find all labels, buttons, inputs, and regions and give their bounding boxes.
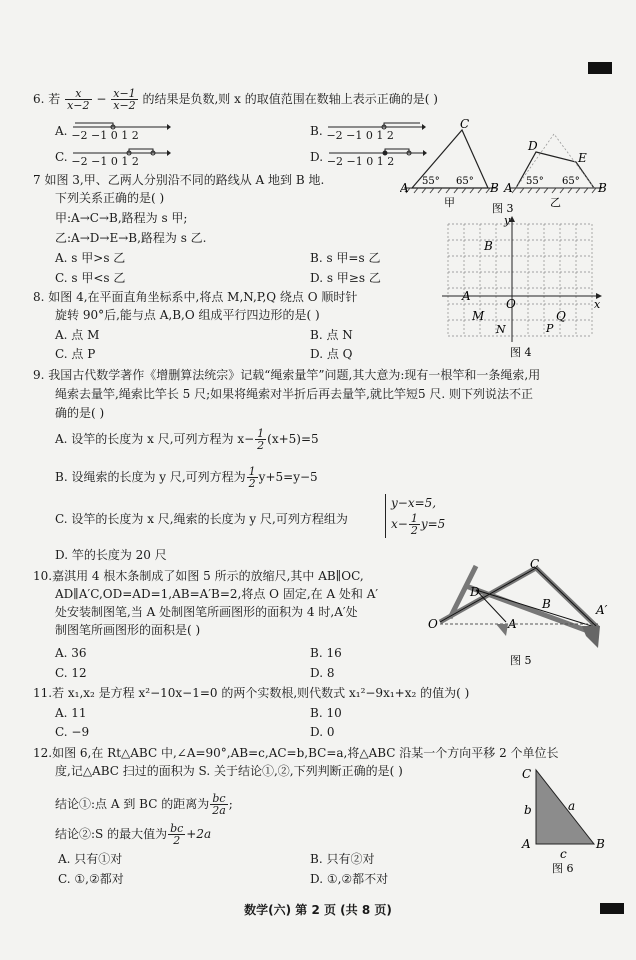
fig4-label-m: M xyxy=(472,309,485,323)
q9-a-half-num: 1 xyxy=(257,427,265,440)
q6-stem-a: 6. 若 xyxy=(33,92,61,106)
fig3-angle2-jia: 65° xyxy=(456,176,474,187)
q6-axis-labels-a: −2 −1 0 1 2 xyxy=(71,129,139,142)
q9-line2: 绳索去量竿,绳索比竿长 5 尺;如果将绳索对半折后再去量竿,就比竿短5 尺. 则下列说法不正 xyxy=(55,387,534,401)
fig4-label-q: Q xyxy=(556,309,566,323)
fig6-label-A: A xyxy=(522,837,531,851)
q6-option-b-label: B. xyxy=(310,124,323,138)
fig3-name-yi: 乙 xyxy=(550,196,561,209)
q11-option-a[interactable]: A. 11 xyxy=(55,706,87,720)
fig3-label-b2: B xyxy=(598,181,607,195)
q12-c1-pre: 结论①:点 A 到 BC 的距离为 xyxy=(55,797,210,811)
q6-option-c-label: C. xyxy=(55,150,68,164)
fig3-ground-hatch-jia xyxy=(406,188,490,193)
q6-numberline-a xyxy=(71,122,171,140)
figure-6 xyxy=(510,764,620,884)
q9-a-half-den: 2 xyxy=(257,439,265,452)
q8-line2: 旋转 90°后,能与点 A,B,O 组成平行四边形的是( ) xyxy=(55,308,320,322)
q9-option-a-half xyxy=(255,428,266,451)
q7-line1: 7 如图 3,甲、乙两人分别沿不同的路线从 A 地到 B 地. xyxy=(33,173,325,187)
page-footer: 数学(六) 第 2 页 (共 8 页) xyxy=(244,903,392,917)
q7-line4: 乙:A→D→E→B,路程为 s 乙. xyxy=(55,231,207,245)
q11-option-c[interactable]: C. −9 xyxy=(55,725,90,739)
q9-sys-row2-post: y=5 xyxy=(420,517,446,531)
q12-option-b[interactable]: B. 只有②对 xyxy=(310,852,375,866)
fig4-label-p: P xyxy=(546,322,554,335)
fig4-caption: 图 4 xyxy=(510,346,532,359)
q10-line4: 制图笔所画图形的面积是( ) xyxy=(55,623,201,637)
fig3-caption: 图 3 xyxy=(492,202,514,215)
fig6-label-b: b xyxy=(524,803,532,817)
q9-option-b[interactable] xyxy=(55,466,318,489)
q11-option-b[interactable]: B. 10 xyxy=(310,706,342,720)
fig3-label-d: D xyxy=(528,139,538,153)
q12-option-a[interactable]: A. 只有①对 xyxy=(58,852,123,866)
q8-option-b[interactable]: B. 点 N xyxy=(310,328,353,342)
q9-equation-system xyxy=(385,494,445,538)
fig4-label-x: x xyxy=(594,298,601,311)
fig3-label-c: C xyxy=(460,118,470,131)
q6-frac1-den: x−2 xyxy=(67,99,90,112)
figure-4 xyxy=(440,216,610,366)
fig6-caption: 图 6 xyxy=(552,862,574,875)
q12-c2-pre: 结论②:S 的最大值为 xyxy=(55,827,168,841)
q8-option-a[interactable]: A. 点 M xyxy=(55,328,100,342)
q7-line2: 下列关系正确的是( ) xyxy=(55,191,165,205)
fig3-name-jia: 甲 xyxy=(444,196,455,209)
fig5-label-a: A xyxy=(508,617,517,631)
q10-line3: 处安装制图笔,当 A 处制图笔所画图形的面积为 4 时,A′处 xyxy=(55,605,358,619)
q12-c1-frac xyxy=(210,793,228,816)
fig5-pen-a2 xyxy=(582,626,600,648)
q8-option-c[interactable]: C. 点 P xyxy=(55,347,96,361)
q9-sys-half-num: 1 xyxy=(410,512,418,525)
q10-option-d[interactable]: D. 8 xyxy=(310,666,335,680)
q6-minus: − xyxy=(96,92,107,106)
fig5-bars xyxy=(440,566,598,634)
q10-option-b[interactable]: B. 16 xyxy=(310,646,342,660)
fig3-label-a1: A xyxy=(400,181,409,195)
figure-5 xyxy=(420,556,616,672)
q6-frac2-den: x−2 xyxy=(113,99,136,112)
q7-option-b[interactable]: B. s 甲=s 乙 xyxy=(310,251,381,265)
q6-option-c[interactable] xyxy=(55,148,171,166)
fig5-caption: 图 5 xyxy=(510,654,532,667)
q9-sys-half xyxy=(409,513,420,536)
fig5-label-a2: A′ xyxy=(596,603,608,617)
fig4-label-n: N xyxy=(496,323,506,336)
q6-option-a[interactable] xyxy=(55,122,171,140)
q12-option-c[interactable]: C. ①,②都对 xyxy=(58,872,124,886)
figure-3 xyxy=(400,118,616,218)
fig3-label-a2: A xyxy=(504,181,513,195)
q12-option-d[interactable]: D. ①,②都不对 xyxy=(310,872,389,886)
q7-option-a[interactable]: A. s 甲>s 乙 xyxy=(55,251,126,265)
q12-c2-frac xyxy=(168,823,185,846)
fig4-grid xyxy=(448,224,592,336)
q12-line2: 度,记△ABC 扫过的面积为 S. 关于结论①,②,下列判断正确的是( ) xyxy=(55,764,403,778)
q12-conclusion2 xyxy=(55,820,211,848)
q6-frac1 xyxy=(65,88,91,111)
q12-c2-den: 2 xyxy=(173,834,181,847)
q9-option-b-pre: B. 设绳索的长度为 y 尺,可列方程为 xyxy=(55,470,246,484)
q9-sys-row2 xyxy=(391,512,445,536)
fig6-label-a: a xyxy=(568,799,576,813)
q12-c2-num: bc xyxy=(170,822,184,835)
q6-axis-labels-c: −2 −1 0 1 2 xyxy=(71,155,139,168)
q6-frac2 xyxy=(111,88,137,111)
fig3-ground-hatch-yi xyxy=(512,188,596,193)
q9-line1: 9. 我国古代数学著作《增删算法统宗》记载“绳索量竿”问题,其大意为:现有一根竿和一条绳索,用 xyxy=(33,368,541,382)
q10-line2: AD∥A′C,OD=AD=1,AB=A′B=2,将点 O 固定,在 A 处和 A′ xyxy=(55,587,379,601)
q9-sys-half-den: 2 xyxy=(410,524,418,537)
q10-option-c[interactable]: C. 12 xyxy=(55,666,87,680)
fig5-label-b: B xyxy=(542,597,551,611)
fig3-angle1-yi: 55° xyxy=(526,176,544,187)
q6-numberline-c xyxy=(71,148,171,166)
q9-b-half-den: 2 xyxy=(248,477,256,490)
fig5-label-d: D xyxy=(470,585,480,599)
q8-option-d[interactable]: D. 点 Q xyxy=(310,347,353,361)
fig3-label-b1: B xyxy=(490,181,499,195)
q6-frac2-num: x−1 xyxy=(113,87,136,100)
fig3-angle1-jia: 55° xyxy=(422,176,440,187)
q9-line3: 确的是( ) xyxy=(55,406,105,420)
q6-axis-labels-b: −2 −1 0 1 2 xyxy=(326,129,394,142)
q6-axis-labels-d: −2 −1 0 1 2 xyxy=(326,155,395,168)
fig6-label-B: B xyxy=(596,837,605,851)
corner-mark-top xyxy=(588,62,612,74)
q6-option-d-label: D. xyxy=(310,150,324,164)
q8-line1: 8. 如图 4,在平面直角坐标系中,将点 M,N,P,Q 绕点 O 顺时针 xyxy=(33,290,358,304)
fig4-label-b: B xyxy=(484,239,493,253)
q9-option-a-pre: A. 设竿的长度为 x 尺,可列方程为 x− xyxy=(55,432,255,446)
q12-c1-post: ; xyxy=(228,797,233,811)
q7-option-c[interactable]: C. s 甲<s 乙 xyxy=(55,271,126,285)
fig6-label-c: C xyxy=(522,767,532,781)
q9-option-c[interactable] xyxy=(55,510,348,528)
q9-sys-row2-pre: x− xyxy=(391,517,408,531)
q12-conclusion1 xyxy=(55,790,233,818)
fig6-label-c-side: c xyxy=(560,847,567,861)
q7-option-d[interactable]: D. s 甲≥s 乙 xyxy=(310,271,381,285)
q9-option-b-half xyxy=(247,466,258,489)
fig4-label-a: A xyxy=(462,289,471,303)
fig4-label-y: y xyxy=(504,216,511,227)
q9-b-half-num: 1 xyxy=(248,465,256,478)
q12-c1-den: 2a xyxy=(212,804,226,817)
fig5-pen-a xyxy=(496,624,508,636)
q6-frac1-num: x xyxy=(65,88,91,100)
q9-option-a[interactable] xyxy=(55,428,319,451)
q12-line1: 12.如图 6,在 Rt△ABC 中,∠A=90°,AB=c,AC=b,BC=a,将△ABC 沿某一个方向平移 2 个单位长 xyxy=(33,746,559,760)
fig3-angle2-yi: 65° xyxy=(562,176,580,187)
q9-option-c-pre: C. 设竿的长度为 x 尺,绳索的长度为 y 尺,可列方程组为 xyxy=(55,512,348,526)
fig6-triangle xyxy=(536,770,594,844)
fig3-label-e: E xyxy=(578,151,587,165)
q9-sys-row1: y−x=5, xyxy=(391,496,437,510)
fig4-label-o: O xyxy=(506,297,516,311)
q6-stem xyxy=(33,88,438,111)
fig5-label-o: O xyxy=(428,617,438,631)
q12-c1-num: bc xyxy=(210,793,228,805)
q9-option-b-post: y+5=y−5 xyxy=(258,470,318,484)
fig5-label-c: C xyxy=(530,557,540,571)
q10-option-a[interactable]: A. 36 xyxy=(55,646,87,660)
q9-option-a-post: (x+5)=5 xyxy=(267,432,319,446)
q7-line3: 甲:A→C→B,路程为 s 甲; xyxy=(55,211,188,225)
q11-line1: 11.若 x₁,x₂ 是方程 x²−10x−1=0 的两个实数根,则代数式 x₁²−9x₁+x₂ 的值为( ) xyxy=(33,686,470,700)
q12-c2-post: +2a xyxy=(186,827,212,841)
q11-option-d[interactable]: D. 0 xyxy=(310,725,335,739)
q10-line1: 10.嘉淇用 4 根木条制成了如图 5 所示的放缩尺,其中 AB∥OC, xyxy=(33,569,364,583)
q6-option-a-label: A. xyxy=(55,124,68,138)
q9-option-d[interactable]: D. 竿的长度为 20 尺 xyxy=(55,548,167,562)
q6-stem-b: 的结果是负数,则 x 的取值范围在数轴上表示正确的是( ) xyxy=(142,92,438,106)
